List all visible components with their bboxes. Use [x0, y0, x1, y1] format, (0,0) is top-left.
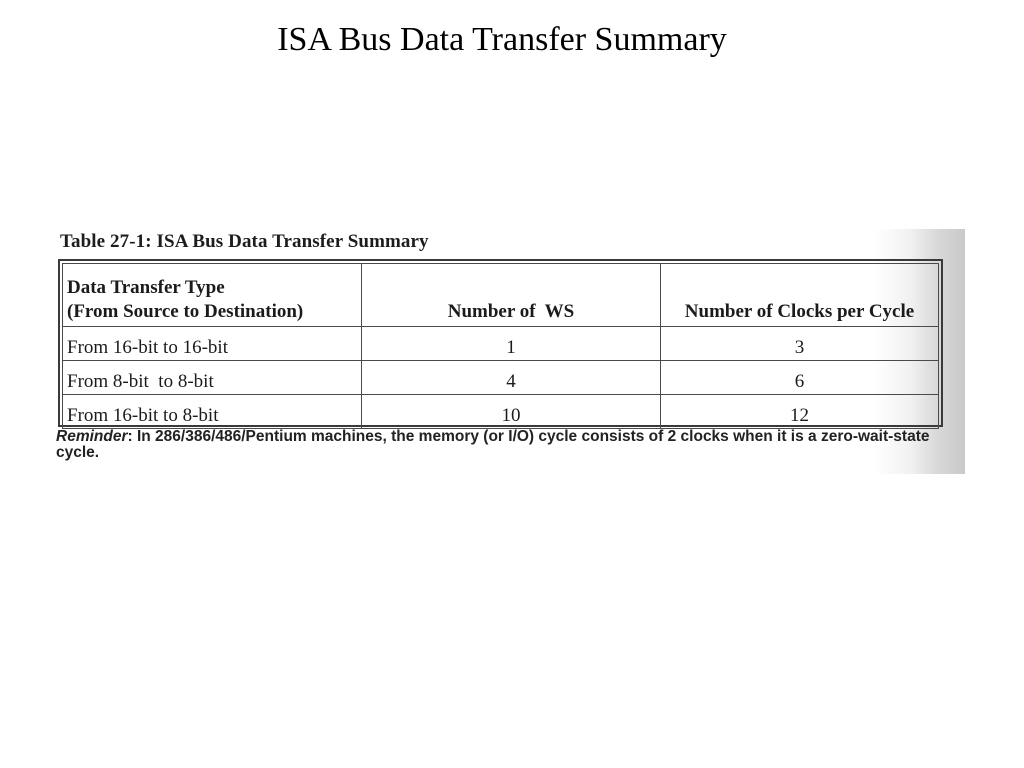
header-clocks-per-cycle: Number of Clocks per Cycle [661, 264, 939, 327]
row-ws-value: 4 [362, 361, 661, 395]
header-number-of-ws: Number of WS [362, 264, 661, 327]
row-transfer-type: From 16-bit to 8-bit [63, 395, 362, 429]
transfer-table [62, 263, 939, 429]
slide-title: ISA Bus Data Transfer Summary [277, 21, 727, 58]
row-ws-value: 1 [362, 327, 661, 361]
row-transfer-type: From 8-bit to 8-bit [63, 361, 362, 395]
reminder-lead: Reminder [56, 428, 128, 445]
table-frame [58, 259, 943, 427]
table-row [63, 395, 939, 429]
reminder-text: : In 286/386/486/Pentium machines, the memory (or I/O) cycle consists of 2 clocks when it is a zero-wait-state cycle. [56, 428, 930, 461]
table-row [63, 361, 939, 395]
header-transfer-type [63, 264, 362, 327]
row-clocks-value: 12 [661, 395, 939, 429]
row-clocks-value: 6 [661, 361, 939, 395]
row-clocks-value: 3 [661, 327, 939, 361]
table-row [63, 327, 939, 361]
row-transfer-type: From 16-bit to 16-bit [63, 327, 362, 361]
header-transfer-type-line2: (From Source to Destination) [67, 301, 304, 322]
table-caption: Table 27-1: ISA Bus Data Transfer Summary [60, 231, 429, 252]
table-header-row [63, 264, 939, 327]
row-ws-value: 10 [362, 395, 661, 429]
reminder-note [56, 429, 936, 461]
scanned-table-image [52, 229, 965, 474]
header-transfer-type-line1: Data Transfer Type [67, 277, 225, 298]
